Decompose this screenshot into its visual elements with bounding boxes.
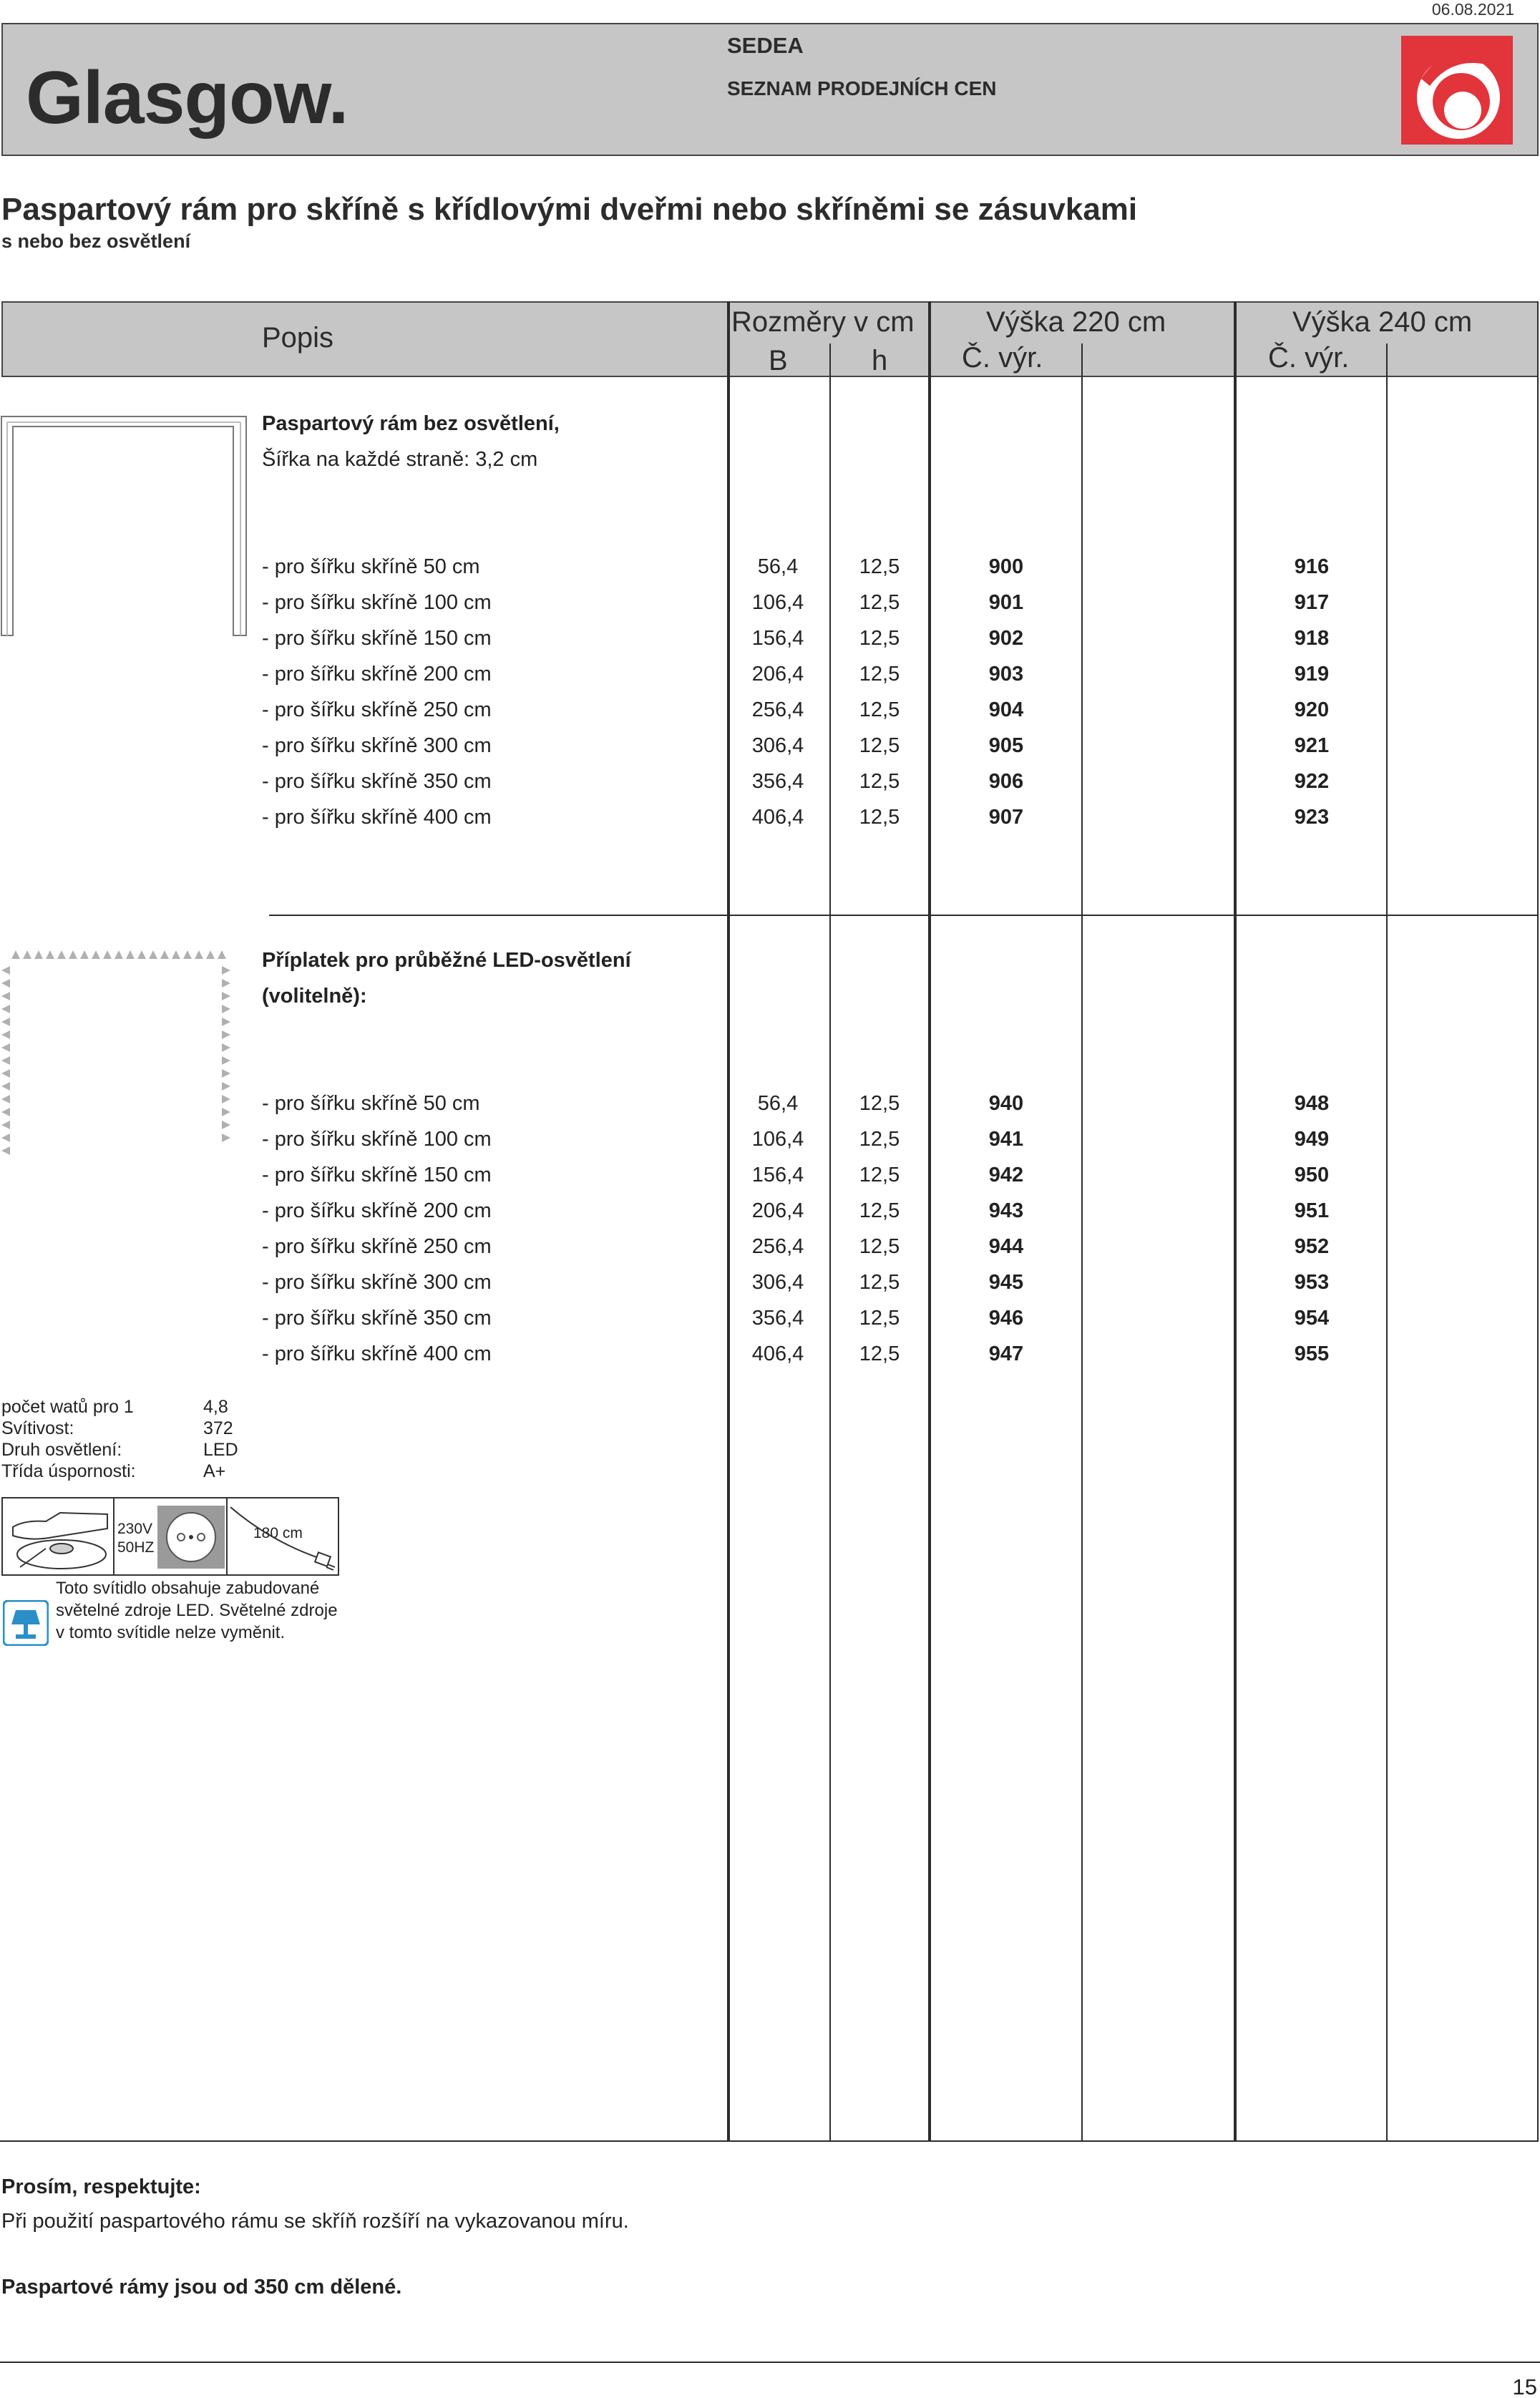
table-row [0,1307,1540,1342]
row-item-240: 921 [1294,734,1330,757]
row-description: - pro šířku skříně 50 cm [262,555,480,578]
row-item-240: 951 [1294,1199,1330,1222]
header-height-220: Výška 220 cm [986,306,1166,338]
row-item-220: 943 [988,1199,1024,1222]
row-item-240: 923 [1294,806,1330,829]
row-item-220: 905 [988,734,1024,757]
table-row [0,627,1540,663]
foot-switch-pictogram [3,1498,114,1574]
section-subtitle-width: Šířka na každé straně: 3,2 cm [262,448,538,471]
row-item-240: 949 [1294,1128,1330,1151]
header-dimensions: Rozměry v cm [731,306,915,338]
row-height: 12,5 [859,627,900,650]
table-row [0,734,1540,770]
spec-label: Svítivost: [1,1418,74,1438]
table-row [0,1342,1540,1378]
row-height: 12,5 [859,1235,900,1258]
row-description: - pro šířku skříně 350 cm [262,770,492,793]
row-width: 206,4 [751,663,804,686]
row-height: 12,5 [859,1307,900,1330]
section-title-no-light: Paspartový rám bez osvětlení, [262,412,560,435]
note-text: Při použití paspartového rámu se skříň rozšíří na vykazovanou míru. [1,2210,629,2233]
table-row [0,698,1540,734]
page-number: 15 [1512,2374,1537,2398]
row-description: - pro šířku skříně 200 cm [262,663,492,686]
row-item-220: 900 [988,555,1024,578]
row-item-220: 901 [988,591,1024,614]
brand-title: Glasgow. [26,57,349,140]
pictogram-strip [1,1497,339,1576]
row-height: 12,5 [859,1164,900,1186]
row-width: 356,4 [751,1307,804,1330]
row-item-220: 903 [988,663,1024,686]
row-item-240: 920 [1294,698,1330,721]
document-date: 06.08.2021 [1431,0,1514,19]
voltage-label: 230V [117,1521,153,1537]
section-divider [269,915,1539,916]
row-width: 156,4 [751,627,804,650]
table-row [0,1092,1540,1128]
row-item-220: 947 [988,1342,1024,1365]
header-height: h [872,345,888,376]
foot-switch-icon [3,1498,113,1574]
row-item-240: 952 [1294,1235,1330,1258]
row-height: 12,5 [859,770,900,793]
row-width: 156,4 [751,1164,804,1186]
row-height: 12,5 [859,663,900,686]
row-height: 12,5 [859,1199,900,1222]
spec-light-type [1,1440,238,1461]
row-height: 12,5 [859,806,900,829]
sedea-logo [1401,36,1513,145]
spec-value: LED [203,1440,238,1460]
frequency-label: 50HZ [117,1539,155,1556]
document-type: SEZNAM PRODEJNÍCH CEN [727,77,997,99]
header-item-no-220: Č. výr. [962,342,1043,374]
spec-value: 372 [203,1418,233,1438]
company-name: SEDEA [727,33,804,58]
row-item-220: 904 [988,698,1024,721]
led-note: Toto svítidlo obsahuje zabudované světelné zdroje LED. Světelné zdroje v tomto svítidle nelze vyměnit. [56,1579,338,1642]
table-row [0,1199,1540,1235]
row-item-240: 955 [1294,1342,1330,1365]
row-height: 12,5 [859,555,900,578]
header-description: Popis [262,322,334,354]
row-height: 12,5 [859,591,900,614]
header-height-240: Výška 240 cm [1292,306,1473,338]
row-item-240: 950 [1294,1164,1330,1186]
table-row [0,663,1540,698]
row-item-240: 916 [1294,555,1330,578]
row-description: - pro šířku skříně 400 cm [262,1342,492,1365]
row-item-220: 907 [988,806,1024,829]
row-description: - pro šířku skříně 300 cm [262,1271,492,1294]
table-row [0,555,1540,591]
row-item-220: 941 [988,1128,1024,1151]
row-description: - pro šířku skříně 250 cm [262,1235,492,1258]
table-bottom-border [0,2140,1539,2142]
row-width: 406,4 [751,1342,804,1365]
spec-value: A+ [203,1461,226,1481]
row-item-220: 902 [988,627,1024,650]
row-width: 356,4 [751,770,804,793]
lamp-icon [3,1600,49,1646]
row-item-220: 942 [988,1164,1024,1186]
row-width: 106,4 [751,591,804,614]
header-item-no-240: Č. výr. [1268,342,1350,374]
row-description: - pro šířku skříně 200 cm [262,1199,492,1222]
table-row [0,770,1540,806]
row-item-240: 953 [1294,1271,1330,1294]
row-description: - pro šířku skříně 100 cm [262,1128,492,1151]
row-item-240: 919 [1294,663,1330,686]
socket-pictogram [114,1498,228,1574]
row-item-220: 940 [988,1092,1024,1115]
row-height: 12,5 [859,1342,900,1365]
table-row [0,1235,1540,1271]
spec-efficiency-class [1,1461,226,1482]
spec-watts [1,1397,228,1418]
row-description: - pro šířku skříně 300 cm [262,734,492,757]
table-row [0,591,1540,627]
row-width: 306,4 [751,1271,804,1294]
row-width: 56,4 [757,555,799,578]
section-subtitle-optional: (volitelně): [262,985,367,1008]
row-width: 56,4 [757,1092,799,1115]
row-height: 12,5 [859,1271,900,1294]
row-description: - pro šířku skříně 150 cm [262,627,492,650]
row-item-240: 917 [1294,591,1330,614]
row-height: 12,5 [859,698,900,721]
table-row [0,806,1540,842]
power-socket-icon [157,1506,225,1569]
note-bold: Paspartové rámy jsou od 350 cm dělené. [1,2276,402,2299]
spec-value: 4,8 [203,1397,228,1417]
row-width: 256,4 [751,1235,804,1258]
power-cable-icon [228,1498,338,1574]
table-row [0,1164,1540,1199]
page-subtitle: s nebo bez osvětlení [1,230,191,252]
spec-label: Druh osvětlení: [1,1440,122,1460]
row-description: - pro šířku skříně 50 cm [262,1092,480,1115]
row-width: 306,4 [751,734,804,757]
row-width: 406,4 [751,806,804,829]
cable-pictogram [228,1498,339,1574]
row-height: 12,5 [859,1128,900,1151]
row-description: - pro šířku skříně 350 cm [262,1307,492,1330]
note-title: Prosím, respektujte: [1,2175,201,2198]
row-item-220: 944 [988,1235,1024,1258]
cable-length-label: 180 cm [253,1525,303,1541]
row-height: 12,5 [859,1092,900,1115]
table-row [0,1271,1540,1307]
row-height: 12,5 [859,734,900,757]
spec-luminosity [1,1418,233,1439]
section-title-led: Příplatek pro průběžné LED-osvětlení [262,949,631,972]
row-width: 256,4 [751,698,804,721]
row-item-240: 918 [1294,627,1330,650]
row-item-220: 906 [988,770,1024,793]
spec-label: počet watů pro 1 [1,1397,134,1417]
row-width: 206,4 [751,1199,804,1222]
row-item-240: 954 [1294,1307,1330,1330]
row-item-240: 922 [1294,770,1330,793]
row-description: - pro šířku skříně 150 cm [262,1164,492,1186]
row-description: - pro šířku skříně 250 cm [262,698,492,721]
row-item-240: 948 [1294,1092,1330,1115]
row-item-220: 945 [988,1271,1024,1294]
header-width: B [769,345,788,376]
row-item-220: 946 [988,1307,1024,1330]
row-description: - pro šířku skříně 400 cm [262,806,492,829]
table-row [0,1128,1540,1164]
row-width: 106,4 [751,1128,804,1151]
page-title: Paspartový rám pro skříně s křídlovými dveřmi nebo skříněmi se zásuvkami [1,192,1138,227]
spec-label: Třída úspornosti: [1,1461,136,1481]
row-description: - pro šířku skříně 100 cm [262,591,492,614]
page-footer-line [0,2362,1540,2363]
